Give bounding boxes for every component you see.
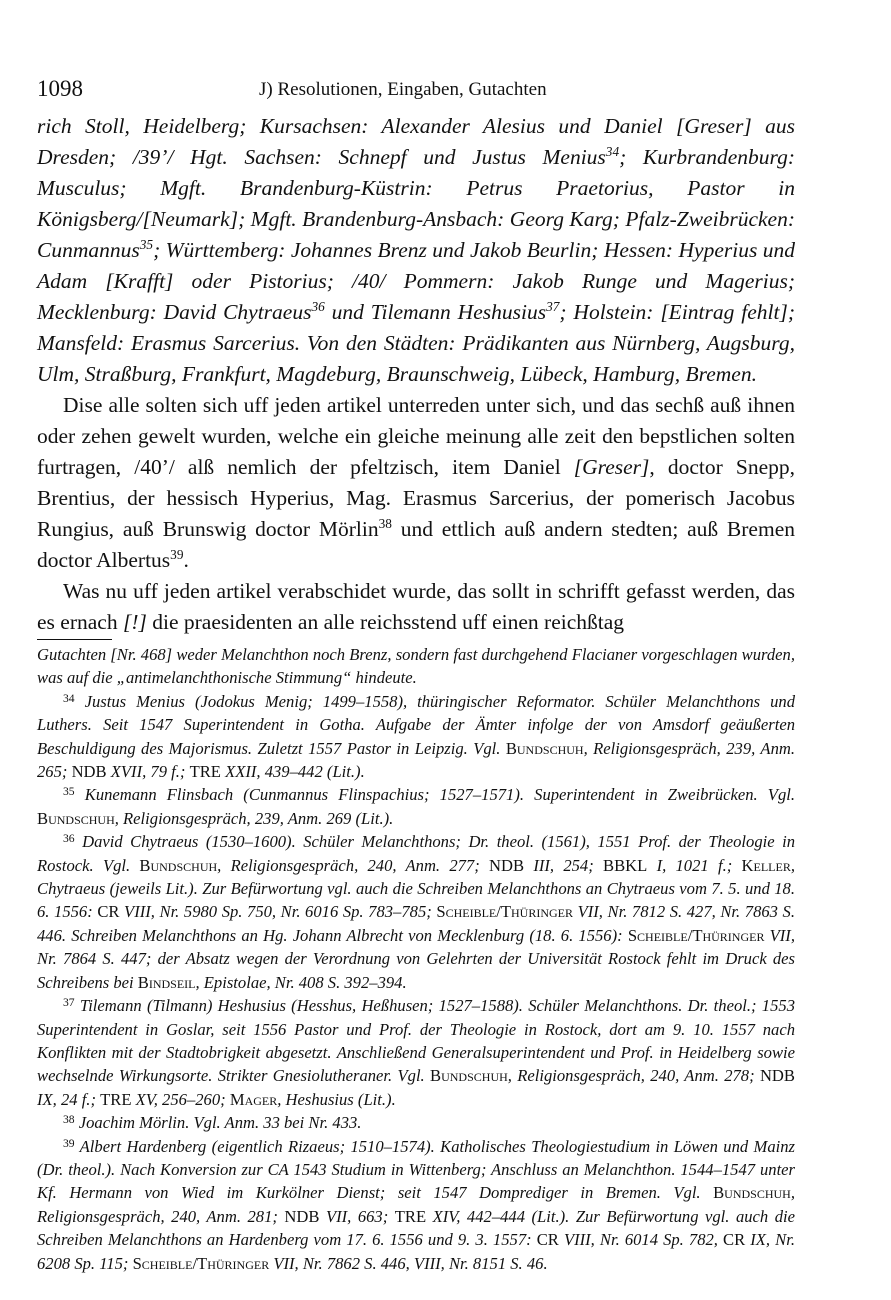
footnote-number: 36 <box>63 832 75 846</box>
text-span: ; Holstein: [Eintrag fehlt]; Mansfeld: Erasmus Sarcerius. Von den Städten: Prädikanten aus Nürnberg, Augsburg, Ulm, Straßburg, Frankfurt, Magdeburg, Braunschweig, Lübeck, Hamburg, Bremen. <box>37 300 795 386</box>
abbrev: NDB <box>489 855 525 875</box>
text-span: III, 254; <box>524 855 604 875</box>
text-span: und Tilemann Heshusius <box>324 300 547 324</box>
text-span: Dise alle solten sich uff jeden artikel unterreden unter sich, und das sechß auß ihnen oder zehen gewelt wurden, welche ein gleiche meinung alle zeit den bepstlichen solten furtragen, /40’/ alß nemlich der pfeltzisch, item Daniel <box>37 393 795 479</box>
footnote-number: 37 <box>63 995 75 1009</box>
text-span: I, 1021 f.; <box>647 855 742 875</box>
text-span: VII, 663; <box>319 1206 395 1226</box>
footnote-36 <box>37 830 795 994</box>
author-name: Keller <box>741 855 791 875</box>
text-span: Was nu uff jeden artikel verabschidet wurde, das sollt in schrifft gefasst werden, das es ernach <box>37 579 795 634</box>
text-span: VII, Nr. 7862 S. 446, VIII, Nr. 8151 S. 46. <box>269 1253 548 1273</box>
text-span: ; Kurbrandenburg: Musculus; Mgft. Brandenburg-Küstrin: Petrus Praetorius, Pastor in Königsberg/[Neumark]; Mgft. Brandenburg-Ansbach: Georg Karg; Pfalz-Zweibrücken: Cunmannus <box>37 145 795 262</box>
abbrev: CR <box>536 1230 559 1250</box>
footnote-ref-38[interactable]: 38 <box>378 516 392 532</box>
abbrev: TRE <box>100 1089 132 1109</box>
footnote-continuation: Gutachten [Nr. 468] weder Melanchthon noch Brenz, sondern fast durchgehend Flacianer vorgeschlagen wurden, was auf die „antimelanchthonische Stimmung“ hindeute. <box>37 645 795 688</box>
author-name: Scheible/Thüringer <box>627 925 765 945</box>
text-span: XV, 256–260; <box>131 1089 230 1109</box>
main-text <box>37 111 795 638</box>
text-span: die praesidenten an alle reichsstend uff einen reichßtag <box>146 610 625 634</box>
footnote-ref-39[interactable]: 39 <box>170 547 184 563</box>
text-span: und ettlich auß andern stedten; auß Bremen doctor Albertus <box>37 517 795 572</box>
paragraph-was-nu <box>37 576 795 638</box>
author-name: Bundschuh <box>139 855 218 875</box>
abbrev: CR <box>97 902 120 922</box>
footnote-number: 34 <box>63 691 75 705</box>
abbrev: TRE <box>394 1206 427 1226</box>
author-name: Bindseil <box>137 972 196 992</box>
text-span: Justus Menius (Jodokus Menig; 1499–1558), thüringischer Reformator. Schüler Melanchthons und Luthers. Seit 1547 Superintendent in Gotha. Aufgabe der Ämter infolge der von Amsdorf geäußerten Beschuldigung des Majorismus. Zuletzt 1557 Pastor in Leipzig. Vgl. <box>37 691 795 758</box>
text-span: , Chytraeus (jeweils Lit.). Zur Befürwortung vgl. auch die Schreiben Melanchthons an Chytraeus vom 7. 5. und 18. 6. 1556: <box>37 855 795 922</box>
abbrev: NDB <box>71 762 107 782</box>
author-name: Bundschuh <box>37 808 115 828</box>
text-span: IX, 24 f.; <box>37 1089 101 1109</box>
abbrev: TRE <box>189 762 221 782</box>
editorial-insert: [Greser] <box>573 455 650 479</box>
footnote-38 <box>37 1111 795 1134</box>
text-span: , Religionsgespräch, 240, Anm. 277; <box>217 855 490 875</box>
abbrev: BBKL <box>603 855 648 875</box>
author-name: Scheible/Thüringer <box>132 1253 270 1273</box>
text-span: , doctor Snepp, Brentius, der hessisch Hyperius, Mag. Erasmus Sarcerius, der pomerisch Jacobus Rungius, auß Brunswig doctor Mörlin <box>37 455 795 541</box>
author-name: Scheible/Thüringer <box>436 902 573 922</box>
footnote-ref-36[interactable]: 36 <box>311 299 325 315</box>
page-number: 1098 <box>37 76 83 101</box>
text-span: , Religionsgespräch, 239, Anm. 265; <box>37 738 795 782</box>
footnote-34 <box>37 690 795 784</box>
text-span: Kunemann Flinsbach (Cunmannus Flinspachius; 1527–1571). Superintendent in Zweibrücken. Vgl. <box>74 785 795 805</box>
footnote-number: 38 <box>63 1112 75 1126</box>
footnote-ref-34[interactable]: 34 <box>605 144 620 160</box>
editorial-insert: [!] <box>122 610 147 634</box>
text-span: , Epistolae, Nr. 408 S. 392–394. <box>195 972 407 992</box>
footnote-35 <box>37 783 795 830</box>
footnotes <box>37 643 795 1275</box>
footnote-number: 39 <box>63 1136 75 1150</box>
text-span: Joachim Mörlin. Vgl. Anm. 33 bei Nr. 433. <box>74 1113 362 1133</box>
paragraph-delegates-list <box>37 111 795 390</box>
text-span: , Heshusius (Lit.). <box>277 1089 396 1109</box>
text-span: IX, Nr. 6208 Sp. 115; <box>37 1230 795 1273</box>
footnote-37 <box>37 994 795 1111</box>
abbrev: NDB <box>284 1206 320 1226</box>
running-head: J) Resolutionen, Eingaben, Gutachten <box>259 79 547 100</box>
text-span: , Religionsgespräch, 240, Anm. 278; <box>507 1066 760 1086</box>
text-span: VII, Nr. 7864 S. 447; der Absatz wegen der Verordnung von Gelehrten der Universität Rostock fehlt im Druck des Schreibens bei <box>37 925 795 992</box>
text-span: , Religionsgespräch, 239, Anm. 269 (Lit.). <box>114 808 394 828</box>
abbrev: NDB <box>759 1066 795 1086</box>
abbrev: CR <box>723 1230 746 1250</box>
paragraph-dise-alle <box>37 390 795 576</box>
text-span: , Religionsgespräch, 240, Anm. 281; <box>37 1183 795 1226</box>
author-name: Bundschuh <box>505 738 584 758</box>
text-span: David Chytraeus (1530–1600). Schüler Melanchthons; Dr. theol. (1561), 1551 Prof. der Theologie in Rostock. Vgl. <box>37 832 795 875</box>
footnote-ref-37[interactable]: 37 <box>546 299 560 315</box>
text-span: XVII, 79 f.; <box>106 762 190 782</box>
text-span: Albert Hardenberg (eigentlich Rizaeus; 1510–1574). Katholisches Theologiestudium in Löwen und Mainz (Dr. theol.). Nach Konversion zur CA 1543 Studium in Wittenberg; Anschluss an Melanchthon. 1544–1547 unter Kf. Hermann von Wied im Kurkölner Dienst; seit 1547 Domprediger in Bremen. Vgl. <box>37 1136 795 1203</box>
text-span: . <box>183 548 189 572</box>
footnote-39 <box>37 1135 795 1275</box>
text-span: VII, Nr. 7812 S. 427, Nr. 7863 S. 446. Schreiben Melanchthons an Hg. Johann Albrecht von Mecklenburg (18. 6. 1556): <box>37 902 795 945</box>
author-name: Bundschuh <box>430 1066 508 1086</box>
text-span: VIII, Nr. 5980 Sp. 750, Nr. 6016 Sp. 783–785; <box>119 902 437 922</box>
text-span: rich Stoll, Heidelberg; Kursachsen: Alexander Alesius und Daniel [Greser] aus Dresden; /39’/ Hgt. Sachsen: Schnepf und Justus Menius <box>37 114 795 169</box>
footnote-ref-35[interactable]: 35 <box>139 237 154 253</box>
text-span: XXII, 439–442 (Lit.). <box>220 762 365 782</box>
author-name: Mager <box>229 1089 278 1109</box>
text-span: VIII, Nr. 6014 Sp. 782, <box>558 1230 724 1250</box>
text-span: Tilemann (Tilmann) Heshusius (Hesshus, Heßhusen; 1527–1588). Schüler Melanchthons. Dr. theol.; 1553 Superintendent in Goslar, seit 1556 Pastor und Prof. der Theologie in Rostock, dort am 9. 10. 1557 nach Konflikten mit der Stadtobrigkeit abgesetzt. Anschließend Generalsuperintendent und Prof. in Heidelberg sowie wechselnde Wirkungsorte. Strikter Gnesiolutheraner. Vgl. <box>37 996 795 1086</box>
text-span: ; Württemberg: Johannes Brenz und Jakob Beurlin; Hessen: Hyperius und Adam [Krafft] oder Pistorius; /40/ Pommern: Jakob Runge und Magerius; Mecklenburg: David Chytraeus <box>37 238 795 324</box>
footnote-number: 35 <box>63 785 75 799</box>
text-span: XIV, 442–444 (Lit.). Zur Befürwortung vgl. auch die Schreiben Melanchthons an Hardenberg vom 17. 6. 1556 und 9. 3. 1557: <box>37 1206 795 1250</box>
page-header <box>37 76 795 108</box>
author-name: Bundschuh <box>713 1183 791 1203</box>
footnote-divider <box>37 639 112 640</box>
